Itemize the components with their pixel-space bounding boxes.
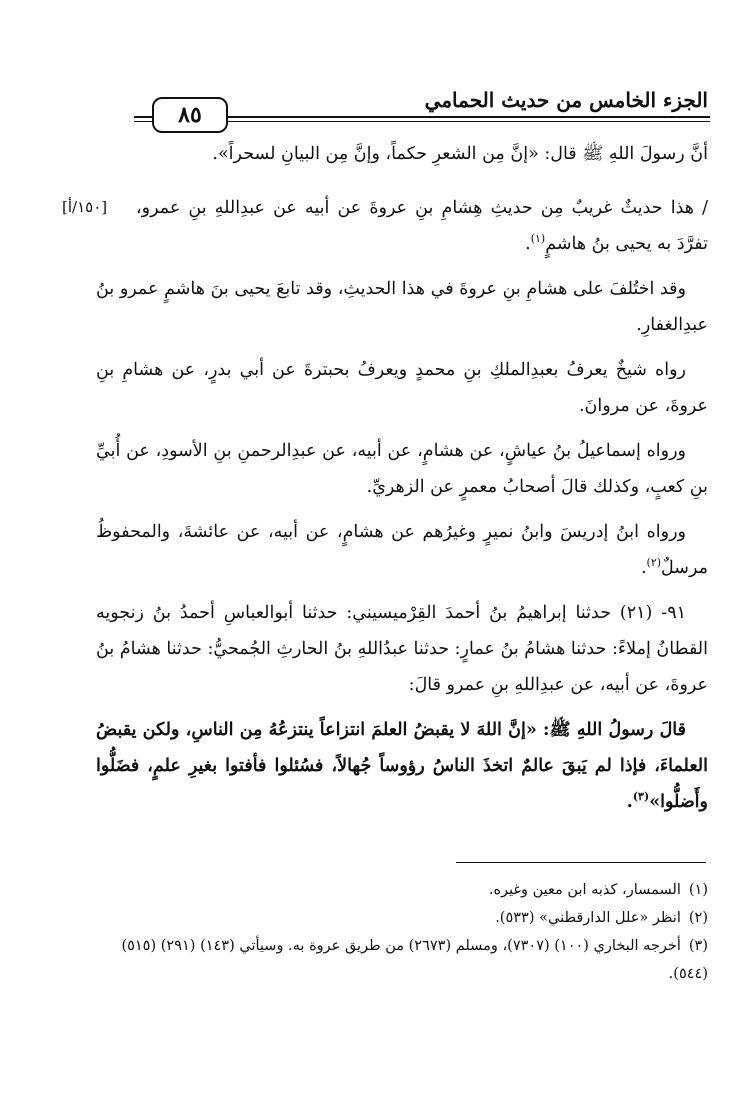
footnote: (١)السمسار، كذبه ابن معين وغيره. — [488, 882, 708, 898]
footnotes — [96, 876, 708, 988]
paragraph: رواه شيخٌ يعرفُ بعبدِالملكِ بنِ محمدٍ ويعرفُ بحبترةَ عن أبي بدرٍ، عن هشامِ بنِ عروةَ، عن مروانَ. — [96, 360, 708, 416]
footnote: (٣)أخرجه البخاري (١٠٠) (٧٣٠٧)، ومسلم (٢٦٧٣) من طريق عروة به. وسيأتي (١٤٣) (٢٩١) (٥١٥) (٥٤٤). — [121, 938, 708, 982]
paragraph: وقد اختُلفَ على هشامِ بنِ عروةَ في هذا الحديثِ، وقد تابعَ يحيى بنَ هاشمٍ عمرو بنُ عبدِالغفارِ. — [96, 279, 708, 335]
footnote: (٢)انظر «علل الدارقطني» (٥٣٣). — [495, 910, 708, 926]
paragraph: / هذا حديثٌ غريبٌ مِن حديثِ هِشامِ بنِ عروةَ عن أبيه عن عبدِاللهِ بنِ عمرو، تفرَّدَ به يحيى بنُ هاشمٍ$^{(١)}$. — [136, 198, 708, 254]
paragraph-hadith-text: قالَ رسولُ اللهِ ﷺ: «إنَّ اللهَ لا يقبضُ العلمَ انتزاعاً ينتزعُهُ مِن الناسِ، ولكن يقبضُ العلماءَ، فإذا لم يَبقَ عالمٌ اتخذَ الناسُ رؤوساً جُهالاً، فسُئلوا فأفتوا بغيرِ علمٍ، فضَلُّوا وأَضلُّوا»$^{(٣)}$. — [96, 720, 708, 812]
paragraph: ورواه إسماعيلُ بنُ عياشٍ، عن هشامٍ، عن أبيه، عن عبدِالرحمنِ بنِ الأسودِ، عن أُبيِّ بنِ كعبٍ، وكذلك قالَ أصحابُ معمرٍ عن الزهريِّ. — [96, 441, 708, 497]
running-header-title: الجزء الخامس من حديث الحمامي — [424, 88, 708, 112]
footnote-ref: (١) — [530, 232, 546, 246]
main-text — [96, 136, 708, 829]
footnote-ref: (٢) — [646, 556, 662, 570]
paragraph: ورواه ابنُ إدريسَ وابنُ نميرٍ وغيرُهم عن هشامٍ، عن أبيه، عن عائشةَ، والمحفوظُ مرسلٌ$^{(٢)}$. — [96, 522, 708, 578]
paragraph-hadith-chain: ٩١- (٢١) حدثنا إبراهيمُ بنُ أحمدَ القِرْميسيني: حدثنا أبوالعباسِ أحمدُ بنُ زنجويه القطانُ إملاءً: حدثنا هشامُ بنُ عمارٍ: حدثنا عبدُاللهِ بنُ الحارثِ الجُمحيُّ: حدثنا هشامُ بنُ عروةَ، عن أبيه، عن عبدِاللهِ بنِ عمرو قالَ: — [96, 603, 708, 695]
page-number: ٨٥ — [152, 97, 228, 133]
paragraph: أنَّ رسولَ اللهِ ﷺ قال: «إنَّ مِن الشعرِ حكماً، وإنَّ مِن البيانِ لسحراً». — [212, 144, 708, 164]
footnote-separator — [456, 862, 706, 863]
manuscript-folio-note: [١٥٠/أ] — [62, 198, 108, 216]
footnote-ref: (٣) — [632, 790, 650, 804]
